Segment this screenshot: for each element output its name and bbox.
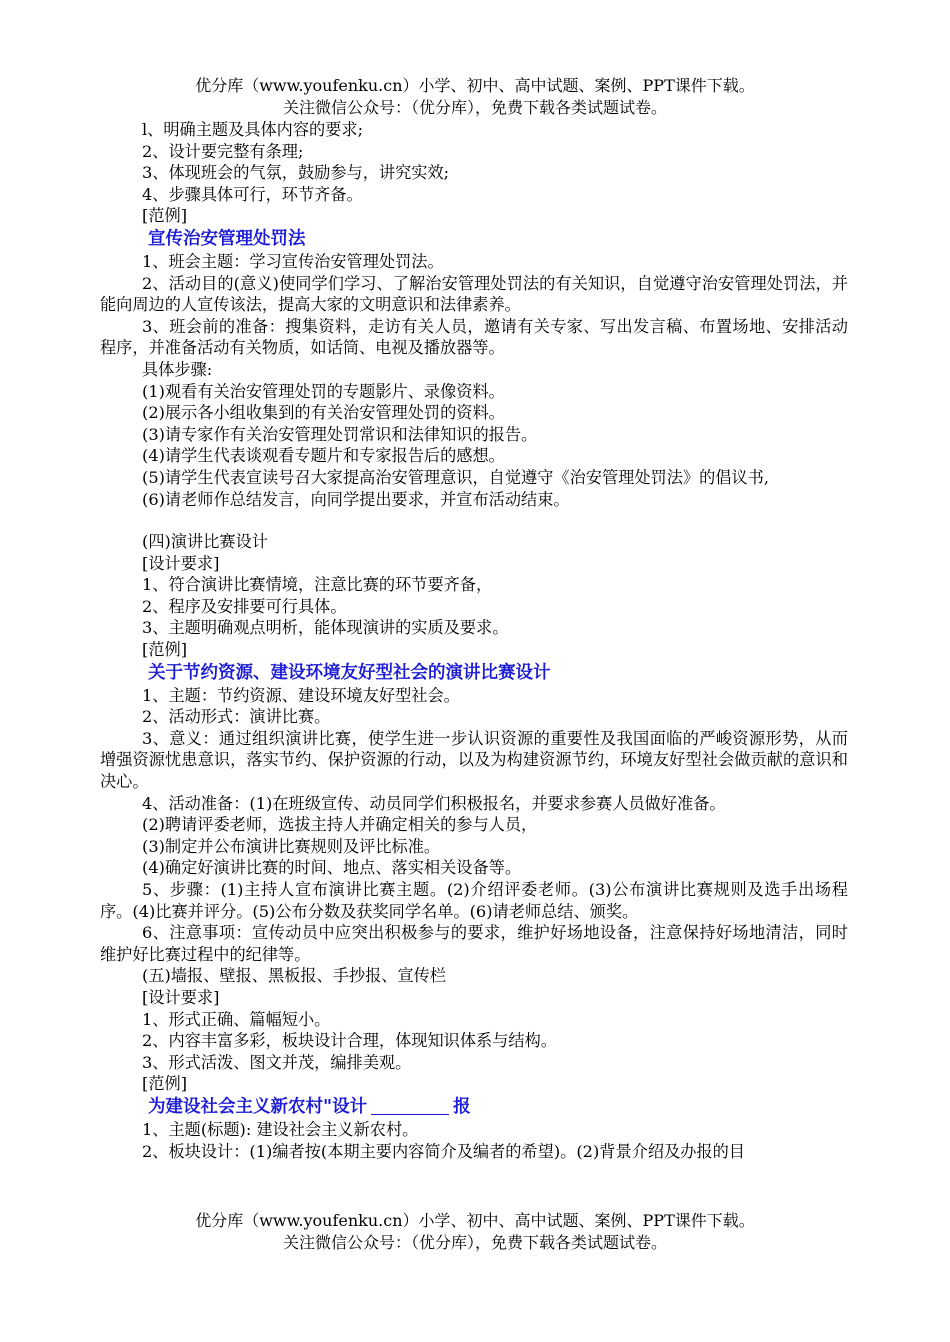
footer-line-2: 关注微信公众号：（优分库），免费下载各类试题试卷。 [282,1233,667,1252]
example-title-part-a: 为建设社会主义新农村"设计 [148,1096,368,1117]
paragraph: 4、活动准备：(1)在班级宣传、动员同学们积极报名，并要求参赛人员做好准备。 [142,793,726,813]
paragraph: 3、意义：通过组织演讲比赛，使学生进一步认识资源的重要性及我国面临的严峻资源形势，从而增强资源忧患意识，落实节约、保护资源的行动，以及为构建资源节约，环境友好型社会做贡献的意识和决心。 [100,728,848,792]
steps-label: 具体步骤: [142,359,213,379]
requirement-item: 3、体现班会的气氛，鼓励参与，讲究实效; [142,163,450,183]
paragraph: (2)聘请评委老师，选拔主持人并确定相关的参与人员， [142,815,538,835]
page-header [0,75,950,119]
paragraph: 6、注意事项：宣传动员中应突出积极参与的要求，维护好场地设备，注意保持好场地清洁，同时维护好比赛过程中的纪律等。 [100,923,848,964]
requirement-item: 4、步骤具体可行，环节齐备。 [142,184,363,204]
example-label: [范例] [142,206,188,226]
header-line-1: 优分库（www.youfenku.cn）小学、初中、高中试题、案例、PPT课件下载。 [195,76,755,95]
section-heading: (五)墙报、壁报、黑板报、手抄报、宣传栏 [142,966,447,986]
page-footer [0,1210,950,1254]
blank-underline [371,1098,449,1115]
paragraph: 1、主题(标题): 建设社会主义新农村。 [142,1119,419,1139]
requirement-item: 2、内容丰富多彩，板块设计合理，体现知识体系与结构。 [142,1031,557,1051]
document-body [100,119,848,1162]
example-title: 宣传治安管理处罚法 [148,228,306,249]
example-title: 关于节约资源、建设环境友好型社会的演讲比赛设计 [148,662,551,683]
example-label: [范例] [142,1074,188,1094]
paragraph: 3、班会前的准备：搜集资料，走访有关人员，邀请有关专家、写出发言稿、布置场地、安排活动程序，并准备活动有关物质，如话筒、电视及播放器等。 [100,316,848,358]
requirement-item: 3、主题明确观点明析，能体现演讲的实质及要求。 [142,618,509,638]
paragraph: (3)制定并公布演讲比赛规则及评比标准。 [142,836,441,856]
requirement-item: 3、形式活泼、图文并茂，编排美观。 [142,1052,412,1072]
paragraph: 2、活动形式：演讲比赛。 [142,707,331,727]
step-item: (3)请专家作有关治安管理处罚常识和法律知识的报告。 [142,424,538,444]
footer-line-1: 优分库（www.youfenku.cn）小学、初中、高中试题、案例、PPT课件下载。 [195,1211,755,1230]
example-title [100,1095,848,1119]
spacer [100,510,848,531]
paragraph: 1、班会主题：学习宣传治安管理处罚法。 [142,251,444,271]
step-item: (5)请学生代表宣读号召大家提高治安管理意识，自觉遵守《治安管理处罚法》的倡议书, [142,467,770,487]
requirement-item: 1、符合演讲比赛情境，注意比赛的环节要齐备， [142,575,493,595]
section-heading: (四)演讲比赛设计 [142,532,268,552]
step-item: (6)请老师作总结发言，向同学提出要求，并宣布活动结束。 [142,489,570,509]
paragraph: 5、步骤：(1)主持人宣布演讲比赛主题。(2)介绍评委老师。(3)公布演讲比赛规则及选手出场程序。(4)比赛并评分。(5)公布分数及获奖同学名单。(6)请老师总结、颁奖。 [100,880,848,921]
header-line-2: 关注微信公众号：（优分库），免费下载各类试题试卷。 [282,98,667,117]
step-item: (2)展示各小组收集到的有关治安管理处罚的资料。 [142,403,505,423]
example-label: [范例] [142,640,188,660]
requirements-label: [设计要求] [142,987,220,1007]
requirement-item: 2、设计要完整有条理; [142,141,304,161]
requirement-item: 2、程序及安排要可行具体。 [142,596,347,616]
example-title-part-b: 报 [453,1096,471,1117]
step-item: (1)观看有关治安管理处罚的专题影片、录像资料。 [142,381,505,401]
requirement-item: l、明确主题及具体内容的要求; [142,120,364,139]
requirement-item: 1、形式正确、篇幅短小。 [142,1009,331,1029]
paragraph: 2、板块设计：(1)编者按(本期主要内容简介及编者的希望)。(2)背景介绍及办报的目 [142,1141,745,1161]
requirements-label: [设计要求] [142,553,220,573]
paragraph: 2、活动目的(意义)使同学们学习、了解治安管理处罚法的有关知识，自觉遵守治安管理处罚法，并能向周边的人宣传该法，提高大家的文明意识和法律素养。 [100,273,848,315]
paragraph: 1、主题：节约资源、建设环境友好型社会。 [142,685,460,705]
step-item: (4)请学生代表谈观看专题片和专家报告后的感想。 [142,446,505,466]
paragraph: (4)确定好演讲比赛的时间、地点、落实相关设备等。 [142,858,522,878]
